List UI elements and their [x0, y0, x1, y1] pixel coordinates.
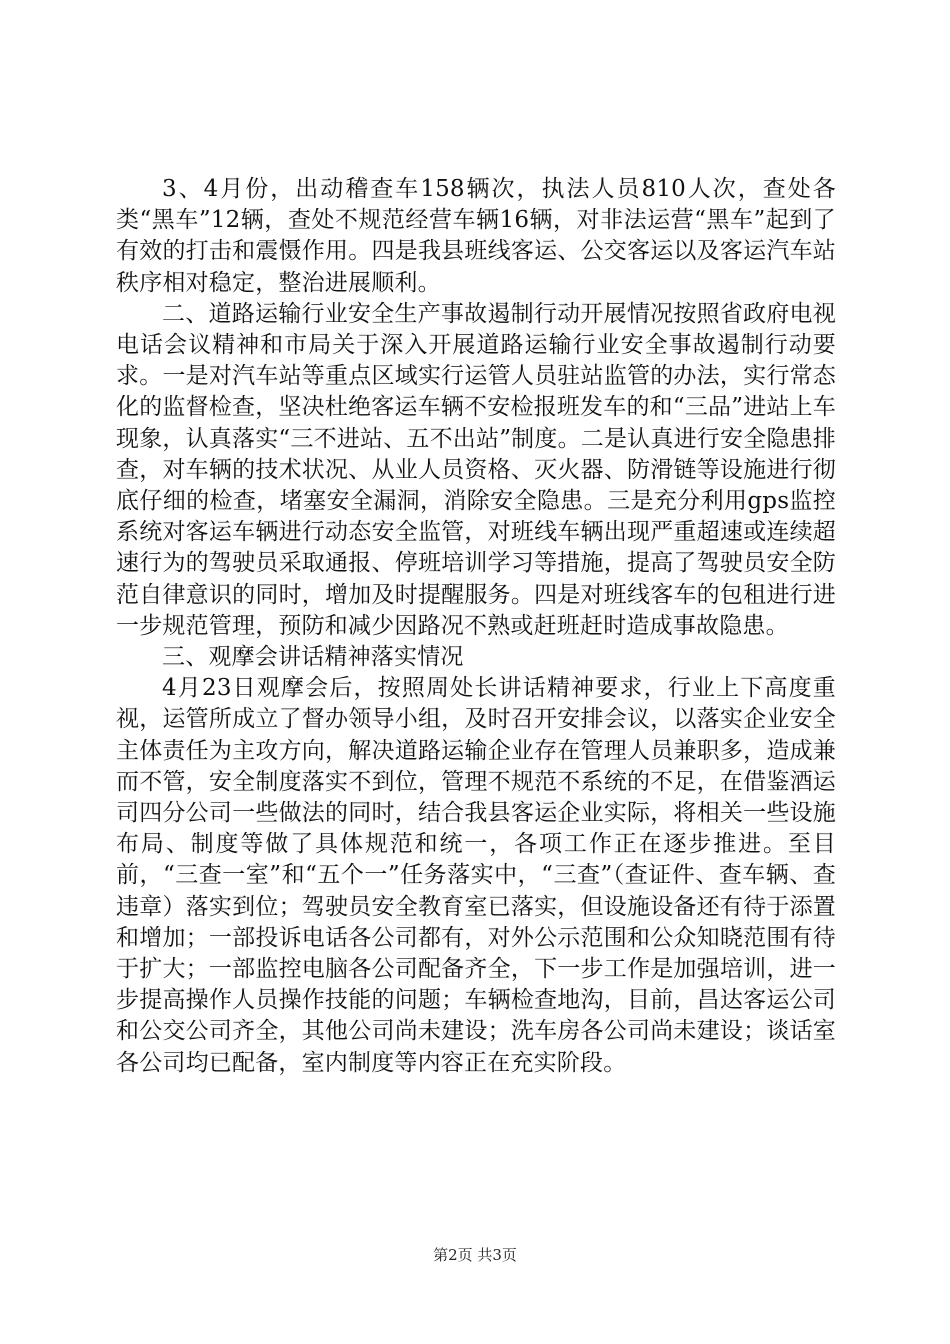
page-number-footer: 第2页 共3页	[433, 1246, 517, 1264]
document-body	[116, 174, 836, 1079]
section-heading-observation-meeting: 三、观摩会讲话精神落实情况	[162, 644, 464, 671]
paragraph-safety-campaign: 二、道路运输行业安全生产事故遏制行动开展情况按照省政府电视电话会议精神和市局关于深入开展道路运输行业安全事故遏制行动要求。一是对汽车站等重点区域实行运管人员驻站监管的办法，实行常态化的监督检查，坚决杜绝客运车辆不安检报班发车的和“三品”进站上车现象，认真落实“三不进站、五不出站”制度。二是认真进行安全隐患排查，对车辆的技术状况、从业人员资格、灭火器、防滑链等设施进行彻底仔细的检查，堵塞安全漏洞，消除安全隐患。三是充分利用gps监控系统对客运车辆进行动态安全监管，对班线车辆出现严重超速或连续超速行为的驾驶员采取通报、停班培训学习等措施，提高了驾驶员安全防范自律意识的同时，增加及时提醒服务。四是对班线客车的包租进行进一步规范管理，预防和减少因路况不熟或赶班赶时造成事故隐患。	[116, 300, 836, 639]
paragraph-statistics: 3、4月份，出动稽查车158辆次，执法人员810人次，查处各类“黑车”12辆，查处不规范经营车辆16辆，对非法运营“黑车”起到了有效的打击和震慑作用。四是我县班线客运、公交客运以及客运汽车站秩序相对稳定，整治进展顺利。	[116, 176, 836, 296]
paragraph-implementation: 4月23日观摩会后，按照周处长讲话精神要求，行业上下高度重视，运管所成立了督办领导小组，及时召开安排会议，以落实企业安全主体责任为主攻方向，解决道路运输企业存在管理人员兼职多，造成兼而不管，安全制度落实不到位，管理不规范不系统的不足，在借鉴酒运司四分公司一些做法的同时，结合我县客运企业实际，将相关一些设施布局、制度等做了具体规范和统一，各项工作正在逐步推进。至目前，“三查一室”和“五个一”任务落实中，“三查”（查证件、查车辆、查违章）落实到位；驾驶员安全教育室已落实，但设施设备还有待于添置和增加；一部投诉电话各公司都有，对外公示范围和公众知晓范围有待于扩大；一部监控电脑各公司配备齐全，下一步工作是加强培训，进一步提高操作人员操作技能的问题；车辆检查地沟，目前，昌达客运公司和公交公司齐全，其他公司尚未建设；洗车房各公司尚未建设；谈话室各公司均已配备，室内制度等内容正在充实阶段。	[116, 675, 836, 1076]
